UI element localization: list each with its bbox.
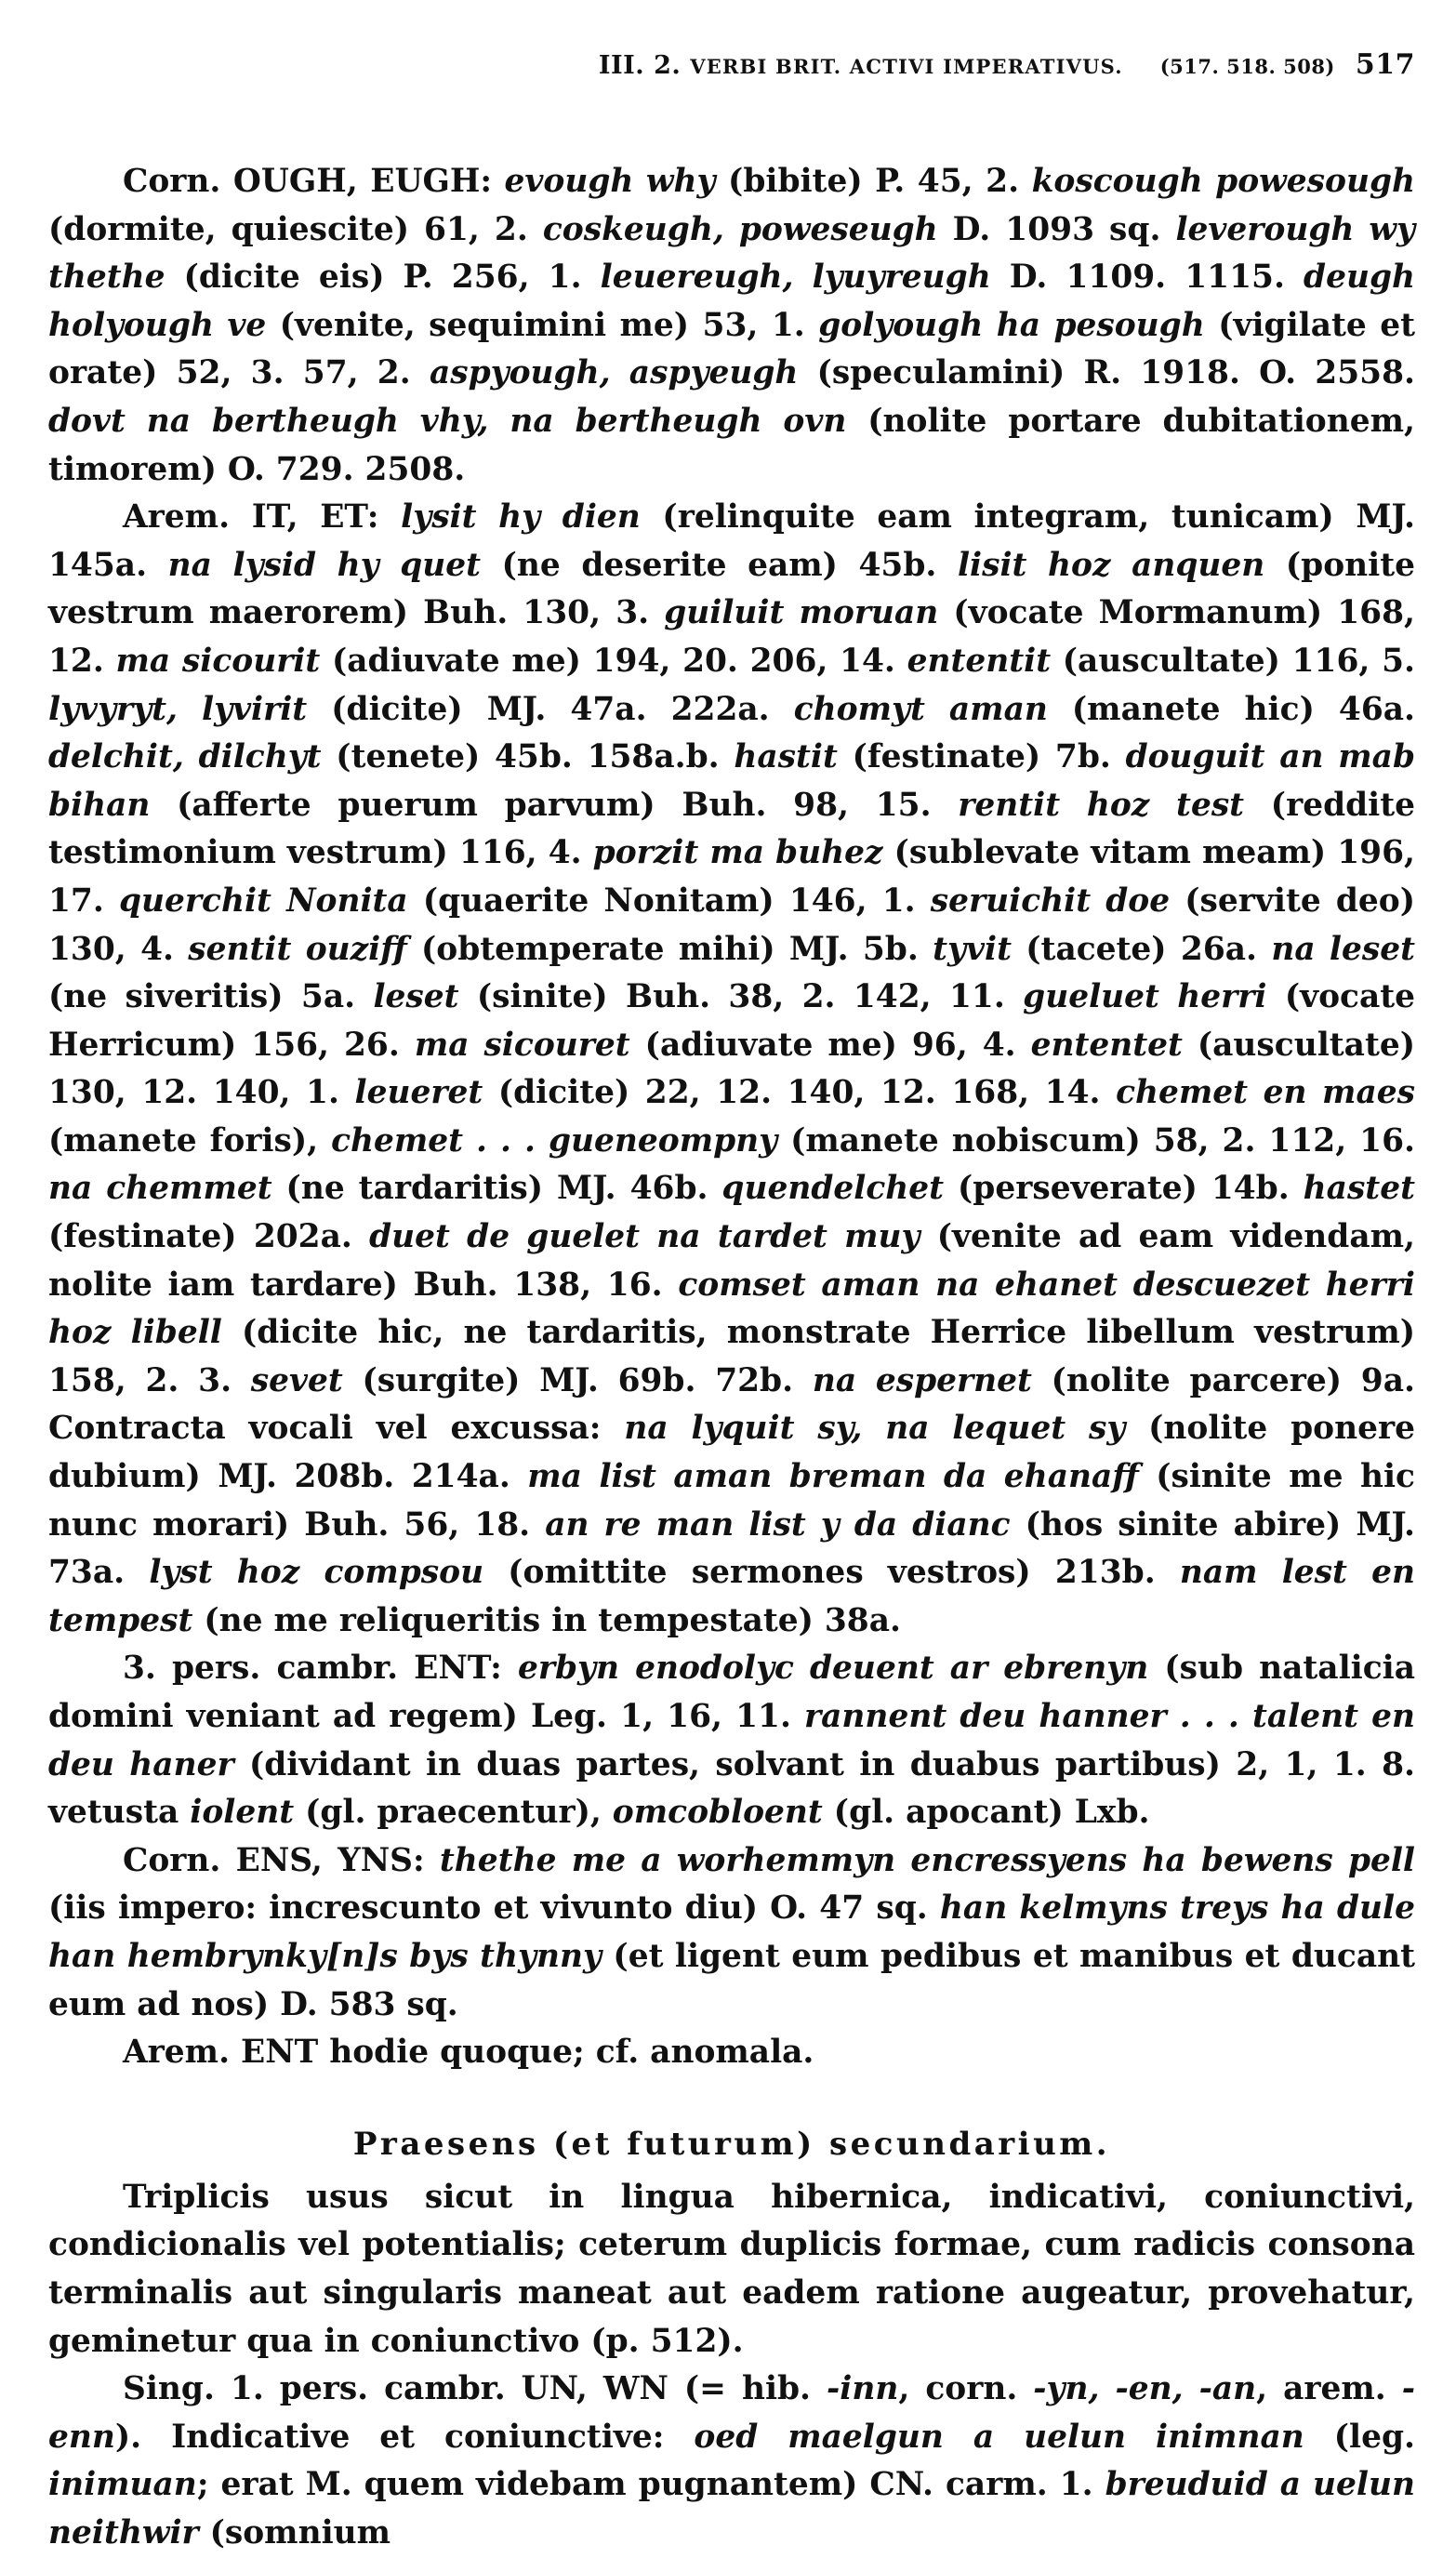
paragraph-p5 [48, 2029, 1415, 2077]
text-run: (speculamini) R. 1918. O. 2558. [798, 354, 1415, 392]
text-run: (nolite parcere) 9a. Contracta vocali vel excussa: [48, 1361, 1415, 1448]
italic-form: coskeugh, poweseugh [542, 210, 938, 248]
italic-form: dovt na bertheugh vhy, na bertheugh ovn [48, 402, 847, 440]
text-run: (gl. apocant) Lxb. [822, 1794, 1150, 1832]
italic-form: lyst hoz compsou [149, 1554, 484, 1592]
italic-form: an re man list y da dianc [545, 1505, 1011, 1544]
italic-form: rentit hoz test [958, 786, 1245, 824]
text-run: (relinquite eam integram, tunicam) MJ. 145a. [48, 498, 1415, 584]
text-run: (sinite me hic nunc morari) Buh. 56, 18. [48, 1458, 1416, 1544]
running-header [48, 48, 1415, 100]
text-run: (quaerite Nonitam) 146, 1. [407, 881, 931, 920]
paragraph-p1 [48, 158, 1415, 494]
text-run: (obtemperate mihi) MJ. 5b. [406, 930, 933, 968]
text-run: (et ligent eum pedibus et manibus et ducant eum ad nos) D. 583 sq. [48, 1937, 1415, 2023]
italic-form: golyough ha pesough [818, 306, 1205, 344]
text-run: (dicite eis) P. 256, 1. [165, 258, 601, 297]
text-run: (hos sinite abire) MJ. 73a. [48, 1505, 1415, 1592]
italic-form: -yn, -en, -an [1033, 2370, 1257, 2408]
italic-form: oed maelgun a uelun inimnan [694, 2418, 1304, 2456]
text-run: ). Indicative et coniunctive: [114, 2418, 695, 2456]
header-subtitle: VERBI BRIT. ACTIVI IMPERATIVUS. [690, 55, 1123, 78]
secondary-present-section [48, 2174, 1415, 2558]
text-run: (nolite portare dubitationem, timorem) O. 729. 2508. [48, 402, 1415, 488]
italic-form: na espernet [812, 1361, 1032, 1399]
paragraph-q2 [48, 2366, 1415, 2557]
text-run: (sub natalicia domini veniant ad regem) Leg. 1, 16, 11. [48, 1650, 1415, 1735]
italic-form: -enn [48, 2370, 1415, 2456]
text-run: (tacete) 26a. [1011, 930, 1272, 968]
text-run: (festinate) 7b. [837, 738, 1126, 776]
header-section: III. 2. [598, 51, 682, 80]
italic-form: hastet [1303, 1170, 1415, 1208]
text-run: (servite deo) 130, 4. [48, 881, 1415, 968]
text-run: , arem. [1256, 2370, 1402, 2408]
text-run: (auscultate) 130, 12. 140, 1. [48, 1026, 1416, 1112]
italic-form: lisit hoz anquen [957, 546, 1265, 584]
text-run: (tenete) 45b. 158a.b. [321, 738, 735, 776]
italic-form: sevet [250, 1361, 343, 1399]
italic-form: leset [373, 978, 459, 1016]
text-run: (auscultate) 116, 5. [1051, 642, 1415, 680]
italic-form: duet de guelet na tardet muy [369, 1218, 920, 1256]
italic-form: ma sicourit [115, 642, 321, 680]
text-run: (ponite vestrum maerorem) Buh. 130, 3. [48, 546, 1415, 632]
text-run: (dormite, quiescite) 61, 2. [48, 210, 543, 248]
italic-form: koscough powesough [1031, 163, 1416, 200]
italic-form: querchit Nonita [118, 881, 408, 920]
text-run: (sinite) Buh. 38, 2. 142, 11. [458, 978, 1024, 1016]
italic-form: porzit ma buhez [592, 834, 883, 872]
italic-form: ma list aman breman da ehanaff [527, 1458, 1139, 1496]
text-run: Corn. OUGH, EUGH: [123, 163, 505, 200]
italic-form: evough why [504, 163, 716, 200]
text-run: (somnium [198, 2513, 391, 2551]
italic-form: leuereugh, lyuyreugh [600, 258, 991, 297]
text-run: (ne deserite eam) 45b. [481, 546, 958, 584]
italic-form: na leset [1271, 930, 1416, 968]
italic-form: guiluit moruan [664, 594, 939, 632]
paragraph-p3 [48, 1645, 1415, 1836]
paragraph-p2 [48, 494, 1415, 1645]
text-run: (afferte puerum parvum) Buh. 98, 15. [150, 786, 959, 824]
text-run: (iis impero: increscunto et vivunto diu) O. 47 sq. [48, 1889, 940, 1928]
italic-form: -inn [827, 2370, 899, 2408]
text-run: (adiuvate me) 194, 20. 206, 14. [320, 642, 907, 680]
imperative-section [48, 158, 1415, 2077]
text-run: (ne me reliqueritis in tempestate) 38a. [192, 1601, 901, 1639]
italic-form: chomyt aman [793, 690, 1048, 728]
italic-form: delchit, dilchyt [48, 738, 322, 776]
text-run: (ne tardaritis) MJ. 46b. [271, 1170, 722, 1208]
italic-form: quendelchet [721, 1170, 945, 1208]
text-run: (sublevate vitam meam) 196, 17. [48, 834, 1415, 920]
italic-form: ententit [907, 642, 1052, 680]
italic-form: leueret [354, 1074, 483, 1112]
italic-form: inimuan [48, 2466, 197, 2504]
italic-form: gueluet herri [1023, 978, 1267, 1016]
italic-form: chemet en maes [1116, 1074, 1415, 1112]
text-run: (festinate) 202a. [48, 1218, 370, 1256]
text-run: (dividant in duas partes, solvant in duabus partibus) 2, 1, 1. 8. vetusta [48, 1745, 1415, 1832]
text-run: D. 1093 sq. [937, 210, 1176, 248]
italic-form: thethe me a worhemmyn encressyens ha bewens pell [439, 1841, 1415, 1879]
text-run: Arem. IT, ET: [123, 498, 402, 537]
text-run: Corn. ENS, YNS: [123, 1841, 440, 1879]
italic-form: comset aman na ehanet descuezet herri hoz libell [48, 1266, 1415, 1352]
italic-form: lysit hy dien [401, 498, 641, 537]
italic-form: ententet [1030, 1026, 1183, 1064]
text-run: (vocate Mormanum) 168, 12. [48, 594, 1416, 680]
italic-form: erbyn enodolyc deuent ar ebrenyn [517, 1650, 1149, 1688]
header-page-refs: (517. 518. 508) [1159, 55, 1335, 78]
header-title [599, 51, 1123, 80]
italic-form: rannent deu hanner . . . talent en deu haner [48, 1698, 1415, 1783]
italic-form: han kelmyns treys ha dule han hembrynky[n]s bys thynny [48, 1889, 1415, 1975]
italic-form: nam lest en tempest [48, 1554, 1415, 1639]
text-run: (bibite) P. 45, 2. [715, 163, 1032, 200]
text-run: 3. pers. cambr. ENT: [123, 1650, 518, 1688]
italic-form: hastit [734, 738, 838, 776]
main-text [48, 158, 1415, 2558]
text-run: (manete nobiscum) 58, 2. 112, 16. [777, 1121, 1415, 1160]
text-run: (adiuvate me) 96, 4. [629, 1026, 1031, 1064]
page-number: 517 [1355, 48, 1415, 81]
text-run: ; erat M. quem videbam pugnantem) CN. carm. 1. [196, 2466, 1105, 2504]
section-heading: Praesens (et futurum) secundarium. [352, 2125, 1111, 2163]
italic-form: aspyough, aspyeugh [429, 354, 799, 392]
paragraph-q1 [48, 2174, 1415, 2366]
italic-form: douguit an mab bihan [48, 738, 1416, 824]
italic-form: sentit ouziff [188, 930, 407, 968]
italic-form: na lyquit sy, na lequet sy [624, 1410, 1126, 1448]
text-run: (nolite ponere dubium) MJ. 208b. 214a. [48, 1410, 1415, 1496]
text-run: (manete foris), [48, 1121, 332, 1160]
text-run: (omittite sermones vestros) 213b. [483, 1554, 1180, 1592]
italic-form: chemet . . . gueneompny [331, 1121, 778, 1160]
text-run: (vocate Herricum) 156, 26. [48, 978, 1415, 1064]
italic-form: leverough wy thethe [48, 210, 1416, 297]
italic-form: ma sicouret [414, 1026, 630, 1064]
text-run: (dicite hic, ne tardaritis, monstrate Herrice libellum vestrum) 158, 2. 3. [48, 1314, 1415, 1399]
text-run: (reddite testimonium vestrum) 116, 4. [48, 786, 1415, 872]
text-run: D. 1109. 1115. [990, 258, 1304, 297]
italic-form: na chemmet [48, 1170, 272, 1208]
italic-form: seruichit doe [930, 881, 1171, 920]
text-run: Arem. ENT hodie quoque; cf. anomala. [123, 2034, 814, 2072]
italic-form: na lysid hy quet [167, 546, 482, 584]
text-run: (gl. praecentur), [294, 1794, 613, 1832]
text-run: (perseverate) 14b. [944, 1170, 1304, 1208]
text-run: (vigilate et orate) 52, 3. 57, 2. [48, 306, 1415, 392]
text-run: (surgite) MJ. 69b. 72b. [342, 1361, 813, 1399]
italic-form: omcobloent [612, 1794, 823, 1832]
text-run: (dicite) 22, 12. 140, 12. 168, 14. [483, 1074, 1117, 1112]
italic-form: deugh holyough ve [48, 258, 1416, 344]
text-run: Triplicis usus sicut in lingua hibernica, indicativi, coniunctivi, condicionalis vel potentialis; ceterum duplicis formae, cum radicis consona terminalis aut singularis maneat aut eadem ratione augeatur, provehatur, geminetur qua in coniunctivo (p. 512). [48, 2178, 1415, 2360]
text-run: (dicite) MJ. 47a. 222a. [307, 690, 794, 728]
text-run: (ne siveritis) 5a. [48, 978, 374, 1016]
italic-form: tyvit [933, 930, 1012, 968]
text-run: (venite, sequimini me) 53, 1. [266, 306, 819, 344]
text-run: (venite ad eam videndam, nolite iam tardare) Buh. 138, 16. [48, 1218, 1415, 1304]
italic-form: lyvyryt, lyvirit [48, 690, 308, 728]
text-run: , corn. [898, 2370, 1034, 2408]
text-run: Sing. 1. pers. cambr. UN, WN (= hib. [123, 2370, 827, 2408]
italic-form: iolent [190, 1794, 295, 1832]
paragraph-p4 [48, 1837, 1415, 2029]
text-run: (manete hic) 46a. [1047, 690, 1416, 728]
text-run: (leg. [1304, 2418, 1415, 2456]
italic-form: breuduid a uelun neithwir [48, 2466, 1415, 2551]
